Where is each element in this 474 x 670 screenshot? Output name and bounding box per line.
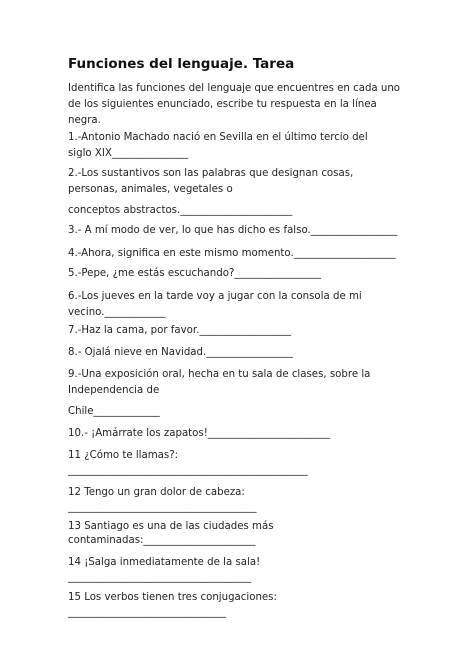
exercise-line: Independencia de — [68, 385, 160, 396]
exercise-line: 14 ¡Salga inmediatamente de la sala! — [68, 557, 261, 568]
exercise-line: 5.-Pepe, ¿me estás escuchando?_________________ — [68, 268, 321, 279]
exercise-line: 1.-Antonio Machado nació en Sevilla en el último tercio del — [68, 132, 368, 143]
exercise-line: 3.- A mí modo de ver, lo que has dicho es falso._________________ — [68, 225, 398, 236]
exercise-line: contaminadas:______________________ — [68, 535, 256, 546]
exercise-line: siglo XIX_______________ — [68, 148, 189, 159]
answer-line: _____________________________________ — [68, 502, 257, 513]
exercise-line: 2.-Los sustantivos son las palabras que designan cosas, — [68, 168, 354, 179]
exercise-line: 6.-Los jueves en la tarde voy a jugar con la consola de mi — [68, 291, 362, 302]
exercise-line: vecino.____________ — [68, 307, 166, 318]
document-title: Funciones del lenguaje. Tarea — [68, 56, 295, 72]
exercise-line: 7.-Haz la cama, por favor.__________________ — [68, 325, 292, 336]
exercise-line: 4.-Ahora, significa en este mismo momento.____________________ — [68, 248, 396, 259]
exercise-line: 9.-Una exposición oral, hecha en tu sala de clases, sobre la — [68, 369, 371, 380]
instruction-line: negra. — [68, 115, 101, 126]
exercise-line: 8.- Ojalá nieve en Navidad._________________ — [68, 347, 293, 358]
exercise-line: personas, animales, vegetales o — [68, 184, 233, 195]
exercise-line: 13 Santiago es una de las ciudades más — [68, 521, 274, 532]
exercise-line: 11 ¿Cómo te llamas?: — [68, 450, 179, 461]
instruction-line: de los siguientes enunciado, escribe tu respuesta en la línea — [68, 99, 377, 110]
answer-line: _______________________________________________ — [68, 465, 308, 476]
exercise-line: 12 Tengo un gran dolor de cabeza: — [68, 487, 245, 498]
exercise-line: 15 Los verbos tienen tres conjugaciones: — [68, 592, 277, 603]
instruction-line: Identifica las funciones del lenguaje que encuentres en cada uno — [68, 83, 401, 94]
answer-line: ____________________________________ — [68, 572, 252, 583]
answer-line: _______________________________ — [68, 607, 226, 618]
exercise-line: 10.- ¡Amárrate los zapatos!________________________ — [68, 428, 331, 439]
exercise-line: conceptos abstractos.______________________ — [68, 205, 293, 216]
exercise-line: Chile_____________ — [68, 406, 160, 417]
